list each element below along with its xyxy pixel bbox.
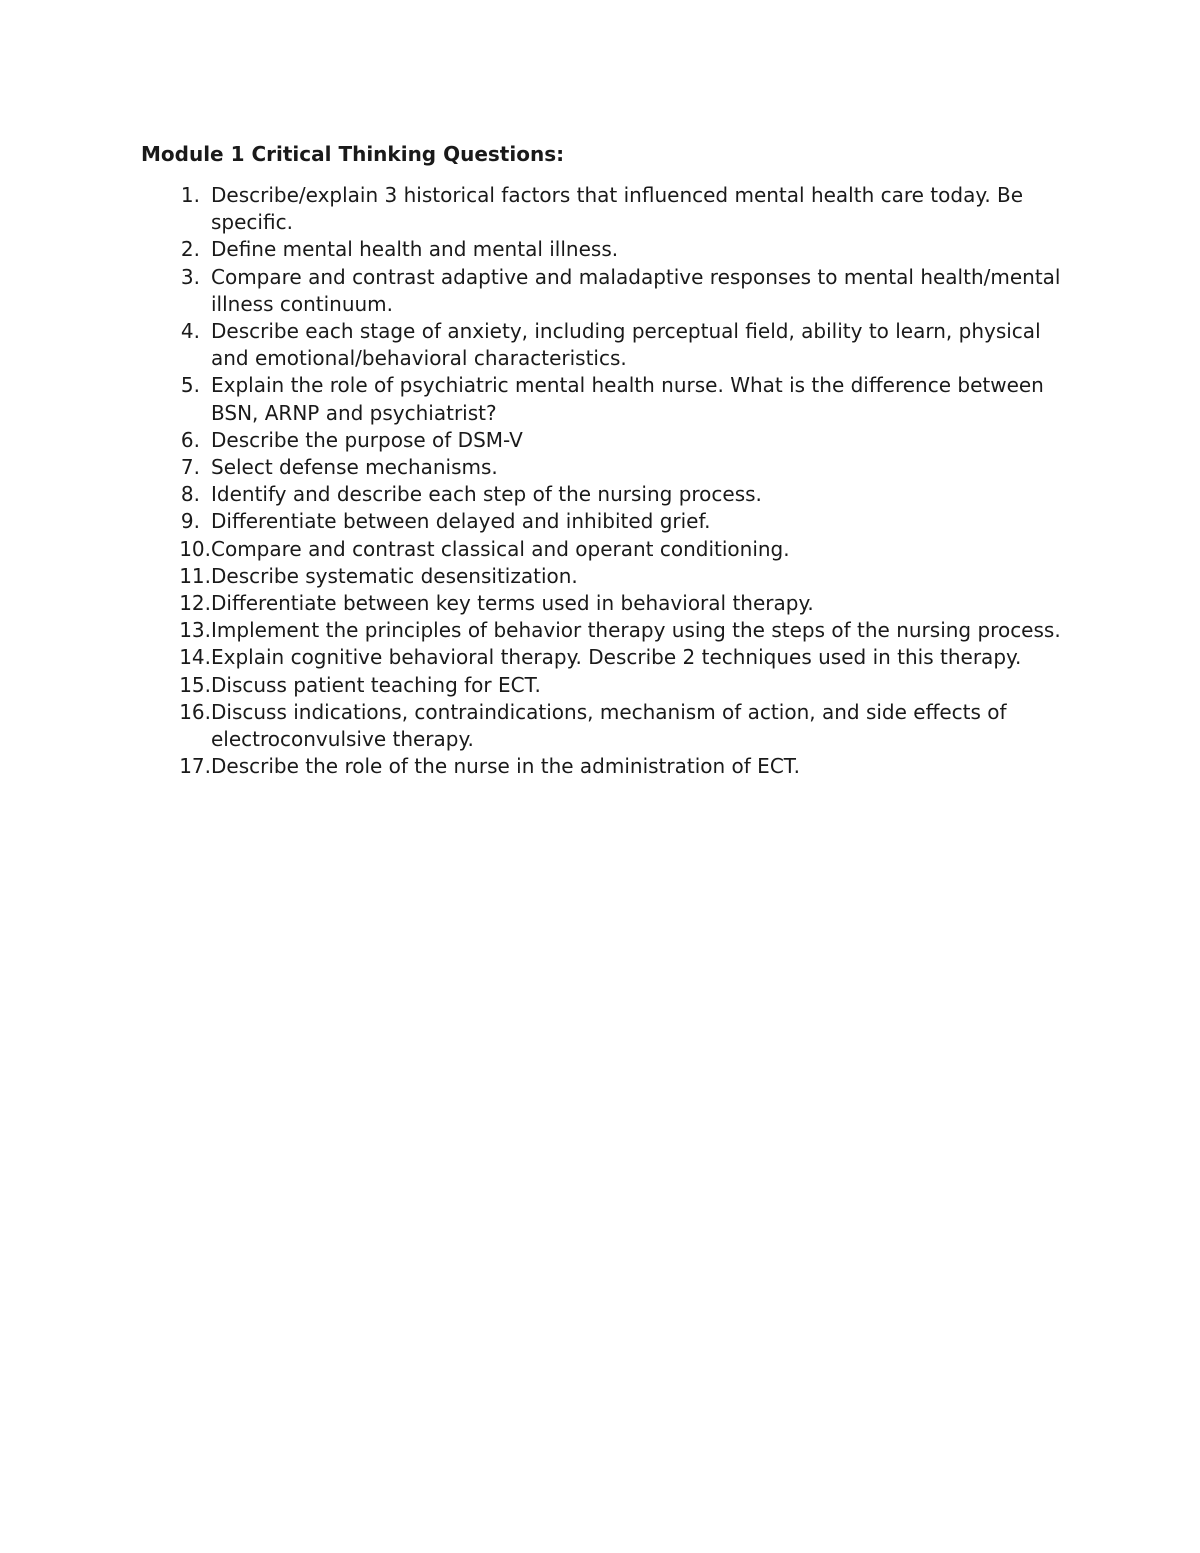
question-item xyxy=(141,699,1061,753)
question-text: Define mental health and mental illness. xyxy=(211,237,619,262)
question-item xyxy=(141,264,1061,318)
question-text: Compare and contrast adaptive and maladaptive responses to mental health/mental illness continuum. xyxy=(211,264,1061,316)
question-number: 6. xyxy=(180,427,200,452)
question-number: 10. xyxy=(179,536,211,561)
question-item xyxy=(141,236,1061,263)
question-text: Describe/explain 3 historical factors that influenced mental health care today. Be specific. xyxy=(211,183,1024,235)
question-text: Discuss patient teaching for ECT. xyxy=(211,672,541,697)
question-item xyxy=(141,644,1061,671)
question-item xyxy=(141,672,1061,699)
question-text: Differentiate between delayed and inhibited grief. xyxy=(211,509,711,534)
question-item xyxy=(141,753,1061,780)
document-title: Module 1 Critical Thinking Questions: xyxy=(141,142,565,166)
question-number: 8. xyxy=(180,482,200,507)
question-item xyxy=(141,590,1061,617)
question-text: Explain the role of psychiatric mental health nurse. What is the difference between BSN, ARNP and psychiatrist? xyxy=(211,373,1044,425)
question-item xyxy=(141,536,1061,563)
question-text: Differentiate between key terms used in behavioral therapy. xyxy=(211,591,814,616)
question-item xyxy=(141,372,1061,426)
question-item xyxy=(141,182,1061,236)
question-number: 5. xyxy=(180,373,200,398)
question-number: 14. xyxy=(179,645,211,670)
question-text: Compare and contrast classical and operant conditioning. xyxy=(211,536,790,561)
question-number: 16. xyxy=(179,699,211,724)
question-text: Describe the role of the nurse in the administration of ECT. xyxy=(211,754,800,779)
question-item xyxy=(141,427,1061,454)
question-number: 1. xyxy=(180,183,200,207)
question-number: 2. xyxy=(180,237,200,262)
question-text: Explain cognitive behavioral therapy. Describe 2 techniques used in this therapy. xyxy=(211,645,1022,670)
question-item xyxy=(141,481,1061,508)
question-text: Implement the principles of behavior therapy using the steps of the nursing process. xyxy=(211,618,1061,643)
question-text: Describe systematic desensitization. xyxy=(211,563,578,588)
question-item xyxy=(141,563,1061,590)
question-item xyxy=(141,617,1061,644)
question-text: Discuss indications, contraindications, mechanism of action, and side effects of electroconvulsive therapy. xyxy=(211,699,1007,752)
question-item xyxy=(141,318,1061,372)
question-text: Identify and describe each step of the nursing process. xyxy=(211,482,762,507)
question-number: 13. xyxy=(179,618,211,643)
question-number: 17. xyxy=(179,754,211,779)
question-text: Describe the purpose of DSM-V xyxy=(211,427,523,452)
question-list xyxy=(141,182,1061,780)
question-number: 11. xyxy=(179,563,211,588)
question-item xyxy=(141,508,1061,535)
question-number: 9. xyxy=(180,509,200,534)
question-number: 3. xyxy=(180,264,200,289)
question-number: 15. xyxy=(179,672,211,697)
question-item xyxy=(141,454,1061,481)
question-number: 4. xyxy=(180,319,200,344)
question-number: 12. xyxy=(179,591,211,616)
question-number: 7. xyxy=(180,455,200,480)
question-text: Describe each stage of anxiety, including perceptual field, ability to learn, physical and emotional/behavioral characteristics. xyxy=(211,319,1041,371)
question-text: Select defense mechanisms. xyxy=(211,455,498,480)
